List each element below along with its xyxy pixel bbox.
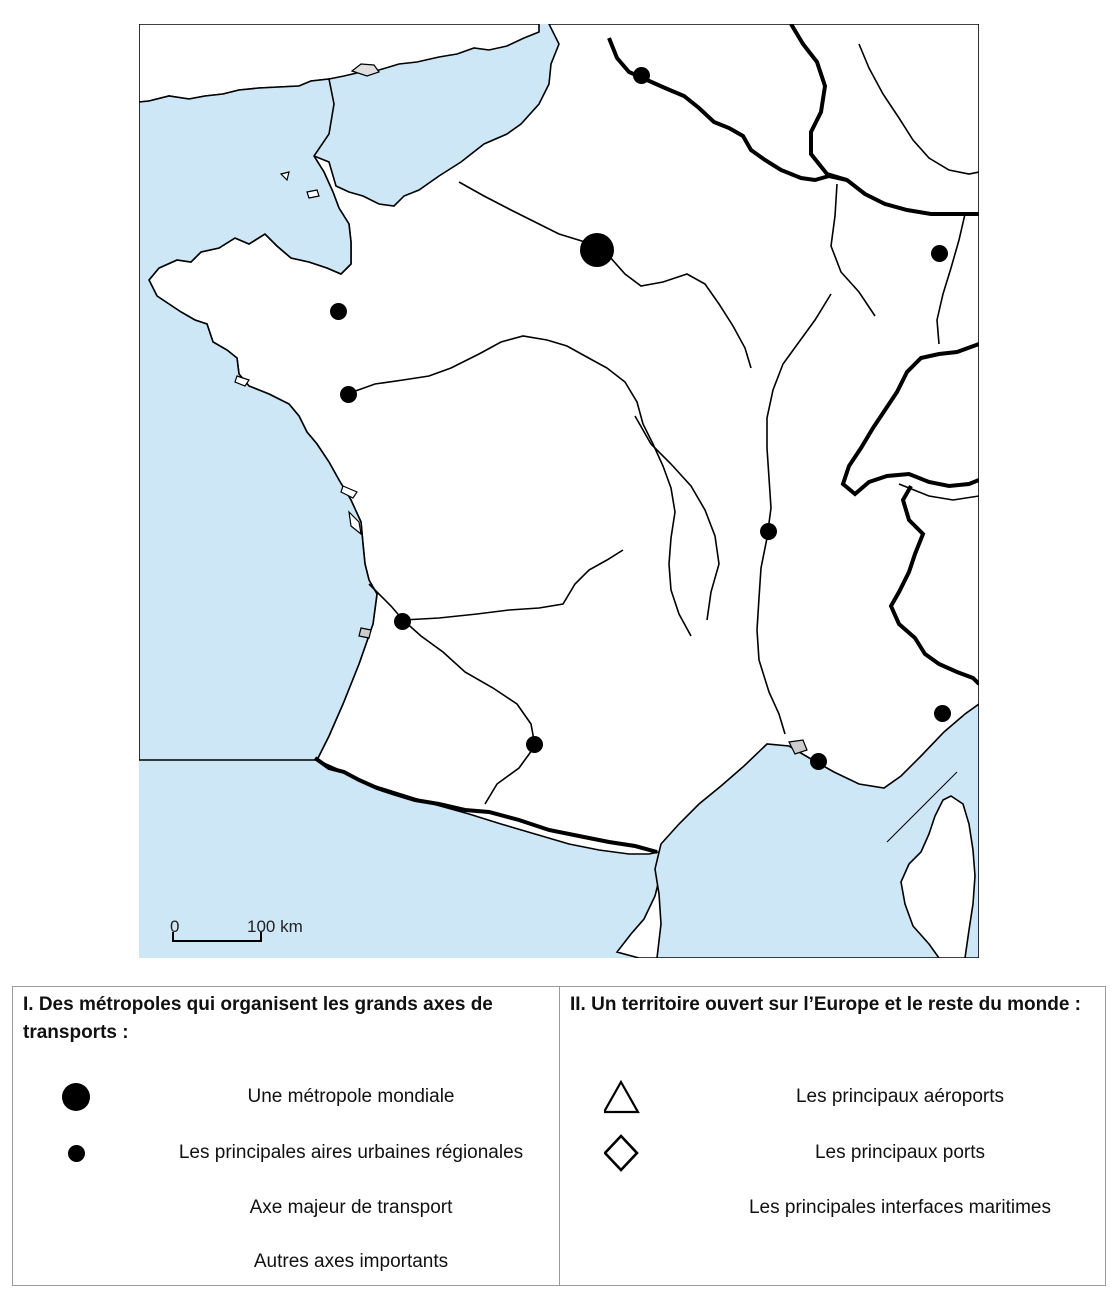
legend-part-1 <box>13 987 560 1285</box>
city-dot-rennes <box>330 303 347 320</box>
city-dot-nice <box>934 705 951 722</box>
legend-heading-part-1: I. Des métropoles qui organisent les grands axes de transports : <box>23 994 493 1043</box>
jersey-island <box>307 190 319 198</box>
legend-row-regional-areas <box>13 1133 559 1173</box>
legend-heading-part-2: II. Un territoire ouvert sur l’Europe et le reste du monde : <box>570 994 1081 1015</box>
city-dot-nantes <box>340 386 357 403</box>
city-dot-strasbourg <box>931 245 948 262</box>
big-dot-icon <box>13 1077 73 1117</box>
city-dot-marseille <box>810 753 827 770</box>
legend-table <box>12 986 1106 1286</box>
map-france <box>139 24 979 958</box>
city-dot-toulouse <box>526 736 543 753</box>
legend-label: Autres axes importants <box>253 1251 449 1272</box>
legend-label: Les principales aires urbaines régionales <box>178 1142 524 1163</box>
legend-row-ports <box>560 1133 1105 1173</box>
legend-row-airports <box>560 1077 1105 1117</box>
legend-label: Les principaux aéroports <box>795 1086 1005 1107</box>
legend-label: Les principaux ports <box>814 1142 986 1163</box>
small-dot-icon <box>13 1133 73 1173</box>
legend-row-maritime-interfaces <box>560 1188 1105 1228</box>
scale-bar <box>172 940 262 942</box>
legend-label: Les principales interfaces maritimes <box>748 1197 1051 1218</box>
legend-row-other-axes <box>13 1242 559 1282</box>
map-canvas <box>139 24 979 958</box>
legend-part-2 <box>560 987 1105 1285</box>
arcachon-basin <box>359 628 371 638</box>
city-dot-paris <box>580 233 614 267</box>
triangle-icon <box>604 1077 664 1117</box>
legend-label: Axe majeur de transport <box>249 1197 453 1218</box>
city-dot-lille <box>633 67 650 84</box>
diamond-icon <box>604 1133 664 1173</box>
legend-label: Une métropole mondiale <box>247 1086 455 1107</box>
city-dot-lyon <box>760 523 777 540</box>
legend-row-world-metropolis <box>13 1077 559 1117</box>
scale-label-zero: 0 <box>170 917 180 936</box>
city-dot-bordeaux <box>394 613 411 630</box>
scale-label-distance: 100 km <box>247 917 303 936</box>
legend-row-major-axis <box>13 1188 559 1228</box>
